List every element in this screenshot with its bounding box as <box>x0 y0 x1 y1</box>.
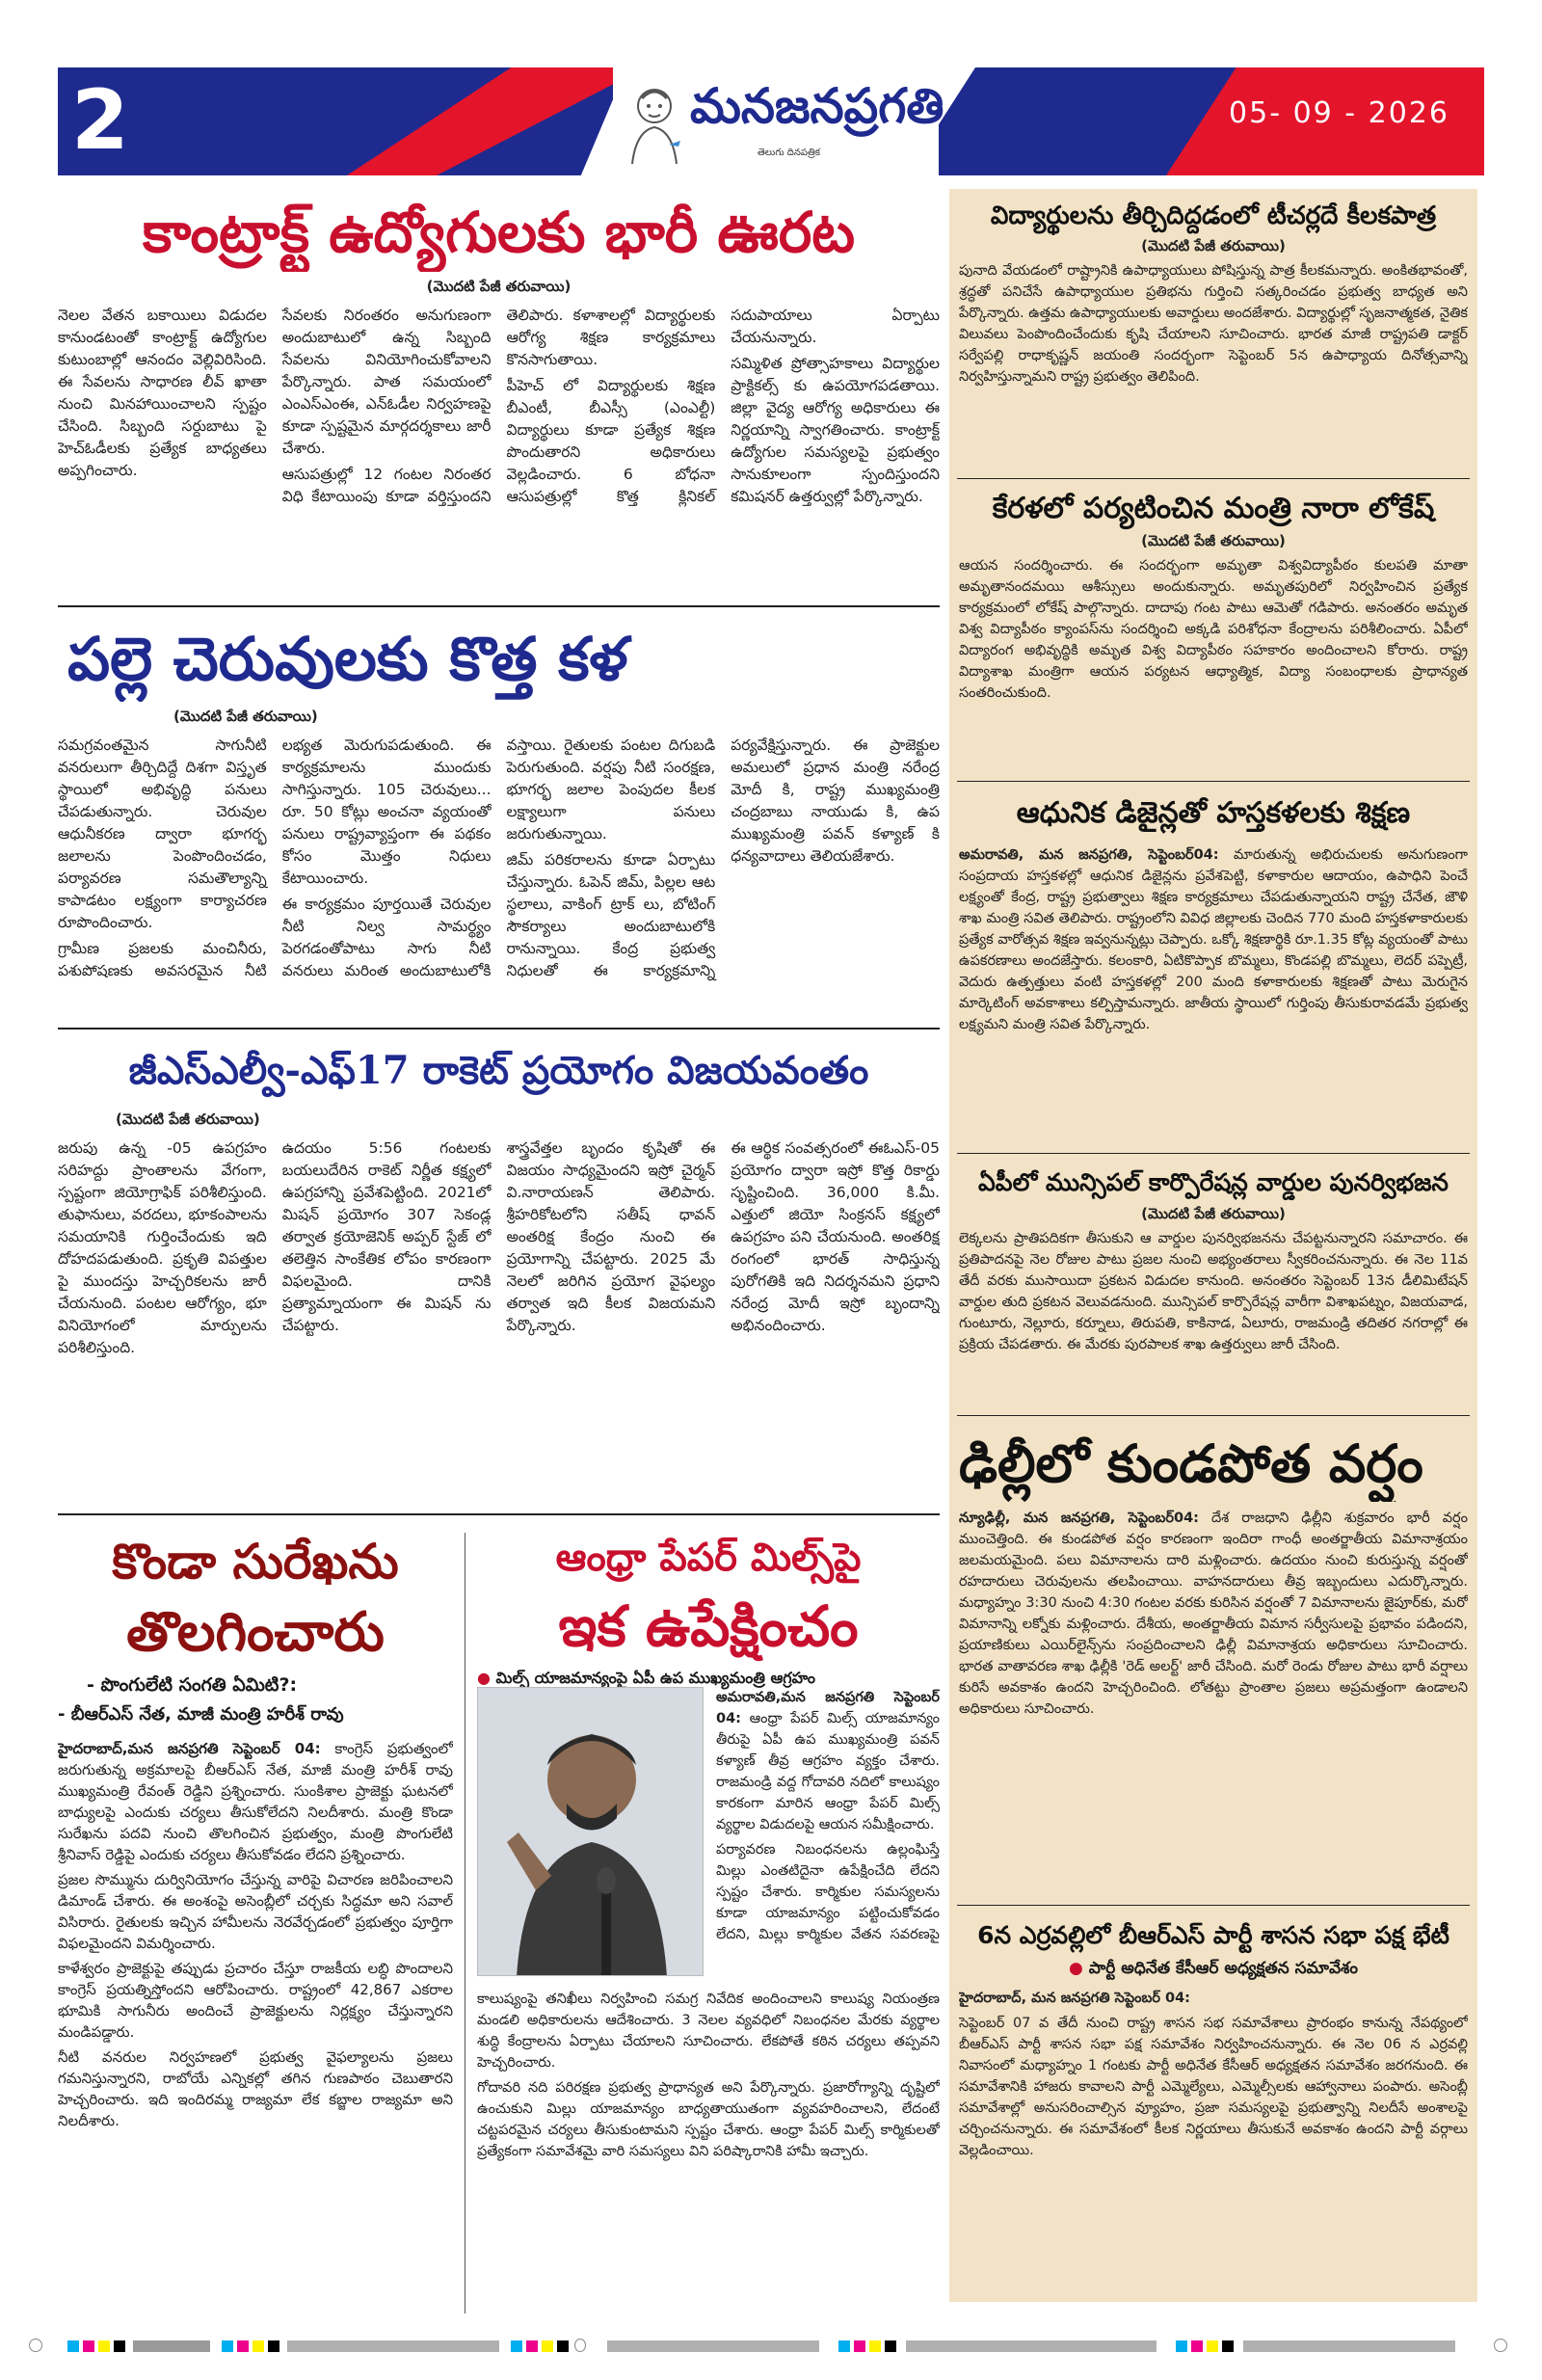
deputy-cm-photo <box>477 1687 704 1976</box>
headline: ఆధునిక డిజైన్లతో హస్తకళలకు శిక్షణ <box>1016 796 1411 830</box>
paragraph: జరుపు ఉన్న -05 ఉపగ్రహం సరిహద్దు ప్రాంతాలను వేగంగా, స్పష్టంగా జియోగ్రాఫిక్ పరిశీలిస్తుంది. తుఫానులు, వరదలు, భూకంపాలను సమయానికి గుర్తించేందుకు ఇది దోహదపడుతుంది. ప్రకృతి విపత్తుల పై ముందస్తు హెచ్చరికలను జారీ చేయనుంది. పంటల ఆరోగ్యం, భూ వినియోగంలో మార్పులను పరిశీలిస్తుంది. <box>58 1139 267 1356</box>
headline-line-1: కొండా సురేఖను <box>112 1533 399 1590</box>
grey-swatch <box>607 2340 819 2352</box>
story-delhi-rain <box>959 1425 1468 1965</box>
grey-swatch <box>1243 2340 1455 2352</box>
paragraph: ఆసుపత్రుల్లో 12 గంటల నిరంతర విధి కేటాయింపు కూడా వర్తిస్తుందని తెలిపారు. కళాశాలల్లో విద్యార్థులకు ఆరోగ్య శిక్షణ కార్యక్రమాలు కొనసాగుతాయి. <box>281 307 716 505</box>
dateline: అమరావతి, మన జనప్రగతి, సెప్టెంబర్04: <box>959 847 1219 863</box>
yellow-swatch <box>253 2340 264 2352</box>
yellow-swatch <box>869 2340 881 2352</box>
section-divider <box>957 1415 1470 1416</box>
yellow-swatch <box>98 2340 110 2352</box>
yellow-swatch <box>1207 2340 1218 2352</box>
dateline: న్యూఢిల్లీ, మన జనప్రగతి, సెప్టెంబర్04: <box>959 1511 1199 1526</box>
paper-name: మనజనప్రగతి <box>690 77 944 134</box>
dateline: అమరావతి,మన జనప్రగతి సెప్టెంబర్ 04: <box>716 1690 940 1726</box>
headline: విద్యార్థులను తీర్చిదిద్దడంలో టీచర్లదే కీలకపాత్ర <box>990 201 1437 230</box>
section-divider <box>957 478 1470 479</box>
subhead: ● మిల్స్ యాజమాన్యంపై ఏపీ ఉప ముఖ్యమంత్రి ఆగ్రహం <box>477 1669 816 1687</box>
black-swatch <box>557 2340 569 2352</box>
section-divider <box>957 1153 1470 1154</box>
paragraph: కాళేశ్వరం ప్రాజెక్టుపై తప్పుడు ప్రచారం చేస్తూ రాజకీయ లబ్ధి పొందాలని కాంగ్రెస్ ప్రయత్నిస్తోందని ఆరోపించారు. రాష్ట్రంలో 42,867 ఎకరాల భూమికి సాగునీరు అందించే ప్రాజెక్టులను నిర్లక్ష్యం చేస్తున్నారని మండిపడ్డారు. <box>58 1960 453 2041</box>
speaker-photo-icon <box>478 1688 704 1976</box>
paragraph: సమ్మిళిత ప్రోత్సాహకాలు విద్యార్థుల ప్రాక్టికల్స్ కు ఉపయోగపడతాయి. జిల్లా వైద్య ఆరోగ్య అధికారులు ఈ నిర్ణయాన్ని స్వాగతించారు. కాంట్రాక్ట్ ఉద్యోగుల సమస్యలపై ప్రభుత్వం సానుకూలంగా స్పందిస్తుందని కమిషనర్ ఉత్తర్వుల్లో పేర్కొన్నారు. <box>731 355 940 505</box>
section-divider <box>58 605 940 607</box>
story-body <box>58 1137 940 1500</box>
headline-line-1: ఆంధ్రా పేపర్ మిల్స్‌పై <box>555 1535 862 1580</box>
black-swatch <box>268 2340 279 2352</box>
section-divider <box>957 1905 1470 1906</box>
paragraph: ఈ కార్యక్రమం పూర్తయితే చెరువుల నీటి నిల్వ సామర్థ్యం పెరగడంతోపాటు సాగు నీటి వనరులు మరింత అందుబాటులోకి వస్తాయి. రైతులకు పంటల దిగుబడి పెరుగుతుంది. వర్షపు నీటి సంరక్షణ, భూగర్భ జలాల పెంపుదల కీలక లక్ష్యాలుగా పనులు జరుగుతున్నాయి. <box>281 736 716 979</box>
headline: కాంట్రాక్ట్ ఉద్యోగులకు భారీ ఊరట <box>142 200 856 265</box>
paragraph: జిమ్ పరికరాలను కూడా ఏర్పాటు చేస్తున్నారు. ఓపెన్ జిమ్, పిల్లల ఆట స్థలాలు, వాకింగ్ ట్రాక్ లు, బోటింగ్ సౌకర్యాలు అందుబాటులోకి రానున్నాయి. కేంద్ర ప్రభుత్వ నిధులతో ఈ కార్యక్రమాన్ని పర్యవేక్షిస్తున్నారు. ఈ ప్రాజెక్టుల అమలులో ప్రధాన మంత్రి నరేంద్ర మోదీ కి, రాష్ట్ర ముఖ్యమంత్రి చంద్రబాబు నాయుడు కి, ఉప ముఖ్యమంత్రి పవన్ కళ్యాణ్ కి ధన్యవాదాలు తెలియజేశారు. <box>506 736 940 979</box>
grey-swatch <box>906 2340 1156 2352</box>
paragraph: శాస్త్రవేత్తల బృందం కృషితో ఈ విజయం సాధ్యమైందని ఇస్రో చైర్మన్ వి.నారాయణన్ తెలిపారు. శ్రీహరికోటలోని సతీష్ ధావన్ అంతరిక్ష కేంద్రం నుంచి ఈ ప్రయోగాన్ని చేపట్టారు. 2025 మే నెలలో జరిగిన ప్రయోగ వైఫల్యం తర్వాత ఇది కీలక విజయమని పేర్కొన్నారు. <box>506 1139 716 1334</box>
headline: జీఎస్ఎల్వీ-ఎఫ్17 రాకెట్ ప్రయోగం విజయవంతం <box>128 1048 869 1093</box>
continued-note: (మొదటి పేజీ తరువాయి) <box>426 278 572 295</box>
crosshair-icon <box>29 2339 42 2352</box>
continued-note: (మొదటి పేజీ తరువాయి) <box>116 1110 260 1128</box>
yellow-swatch <box>542 2340 553 2352</box>
cyan-swatch <box>222 2340 233 2352</box>
continued-note: (మొదటి పేజీ తరువాయి) <box>173 708 318 725</box>
story-andhra-paper-mills <box>477 1528 940 2318</box>
black-swatch <box>885 2340 896 2352</box>
paragraph: ఈ ఆర్థిక సంవత్సరంలో ఈఓఎస్-05 ప్రయోగం ద్వారా ఇస్రో కొత్త రికార్డు సృష్టించింది. 36,000 కి.మీ. ఎత్తులో జియో సింక్రనస్ కక్ష్యలో ఉపగ్రహం పని చేయనుంది. అంతరిక్ష రంగంలో భారత్ సాధిస్తున్న పురోగతికి ఇది నిదర్శనమని ప్రధాని నరేంద్ర మోదీ ఇస్రో బృందాన్ని అభినందించారు. <box>731 1139 940 1334</box>
story-body <box>477 1989 940 2316</box>
paragraph: ఉదయం 5:56 గంటలకు బయలుదేరిన రాకెట్ నిర్ణీత కక్ష్యలో ఉపగ్రహాన్ని ప్రవేశపెట్టింది. 2021లో మిషన్ ప్రయోగం 307 సెకండ్ల తర్వాత క్రయోజెనిక్ అప్పర్ స్టేజ్ లో తలెత్తిన సాంకేతిక లోపం కారణంగా విఫలమైంది. దానికి ప్రత్యామ్నాయంగా ఈ మిషన్ ను చేపట్టారు. <box>281 1139 492 1334</box>
paragraph: హైదరాబాద్,మన జనప్రగతి సెప్టెంబర్ 04: కాంగ్రెస్ ప్రభుత్వంలో జరుగుతున్న అక్రమాలపై బీఆర్ఎస్ నేత, మాజీ మంత్రి హరీశ్ రావు ముఖ్యమంత్రి రేవంత్ రెడ్డిని ప్రశ్నించారు. సుంకిశాల ప్రాజెక్టు ఘటనలో బాధ్యులపై ఎందుకు చర్యలు తీసుకోలేదని నిలదీశారు. మంత్రి కొండా సురేఖను పదవి నుంచి తొలగించిన ప్రభుత్వం, మంత్రి పొంగులేటి శ్రీనివాస్ రెడ్డిపై ఎందుకు చర్యలు తీసుకోవడం లేదని ప్రశ్నించారు. <box>58 1740 453 1863</box>
paragraph: నీటి వనరుల నిర్వహణలో ప్రభుత్వ వైఫల్యాలను ప్రజలు గమనిస్తున్నారని, రాబోయే ఎన్నికల్లో తగిన గుణపాఠం చెబుతారని హెచ్చరించారు. ఇది ఇందిరమ్మ రాజ్యమా లేక కబ్జాల రాజ్యమా అని నిలదీశారు. <box>58 2048 453 2129</box>
cyan-swatch <box>67 2340 79 2352</box>
story-village-lakes <box>58 617 940 1020</box>
bullet-icon: ● <box>477 1669 491 1687</box>
section-divider <box>58 1513 940 1515</box>
paragraph: సేవలకు నిరంతరం అనుగుణంగా అందుబాటులో ఉన్న సిబ్బంది సేవలను వినియోగించుకోవాలని పేర్కొన్నారు. పాత సమయంలో ఎంఎస్ఎంఈ, ఎన్ఓడీల నిర్వహణపై కూడా స్పష్టమైన మార్గదర్శకాలు జారీ చేశారు. <box>281 307 492 457</box>
headline: ఢిల్లీలో కుండపోత వర్షం <box>959 1432 1423 1494</box>
story-body-beside-photo <box>716 1687 940 1976</box>
paragraph: గోదావరి నది పరిరక్షణ ప్రభుత్వ ప్రాధాన్యత అని పేర్కొన్నారు. ప్రజారోగ్యాన్ని దృష్టిలో ఉంచుకుని మిల్లు యాజమాన్యం బాధ్యతాయుతంగా వ్యవహరించాలని, లేదంటే చట్టపరమైన చర్యలు తీసుకుంటామని స్పష్టం చేశారు. ఆంధ్రా పేపర్ మిల్స్ కార్మికులతో ప్రత్యేకంగా సమావేశమై వారి సమస్యలు విని పరిష్కారానికి హామీ ఇచ్చారు. <box>477 2080 940 2159</box>
story-lokesh-kerala <box>959 488 1468 777</box>
cyan-swatch <box>838 2340 850 2352</box>
paragraph: నెలల వేతన బకాయిలు విడుదల కానుండటంతో కాంట్రాక్ట్ ఉద్యోగుల కుటుంబాల్లో ఆనందం వెల్లివిరిసింది. ఈ సేవలను సాధారణ లీవ్ ఖాతా నుంచి మినహాయించాలని స్పష్టం చేసింది. సిబ్బంది సర్దుబాటు పై హెచ్ఓడీలకు ప్రత్యేక బాధ్యతలు అప్పగించారు. <box>58 307 267 479</box>
magenta-swatch <box>854 2340 865 2352</box>
crosshair-icon <box>574 2339 586 2352</box>
dateline: హైదరాబాద్, మన జనప్రగతి సెప్టెంబర్ 04: <box>959 1991 1190 2006</box>
headline: పల్లె చెరువులకు కొత్త కళ <box>67 624 628 694</box>
story-body: ఆయన సందర్శించారు. ఈ సందర్భంగా అమృతా విశ్వవిద్యాపీఠం కులపతి మాతా అమృతానందమయి ఆశీస్సులు అందుకున్నారు. అమృతపురిలో నిర్వహించిన ప్రత్యేక కార్యక్రమంలో లోకేష్ పాల్గొన్నారు. దాదాపు గంట పాటు ఆమెతో గడిపారు. అనంతరం అమృత విశ్వ విద్యాపీఠం క్యాంపస్‌ను సందర్శించి అక్కడి పరిశోధనా కేంద్రాలను పరిశీలించారు. ఏపీలో విద్యారంగ అభివృద్ధికి అమృత విశ్వ విద్యాపీఠం సహకారం అందించాలని కోరారు. రాష్ట్ర విద్యాశాఖ మంత్రిగా ఆయన పర్యటన ఆధ్యాత్మిక, విద్యా సంబంధాలకు ప్రాధాన్యత సంతరించుకుంది. <box>959 558 1468 701</box>
subhead: - పొంగులేటి సంగతి ఏమిటి?: <box>87 1674 298 1696</box>
print-registration-strip <box>29 2337 1513 2354</box>
story-body <box>58 1738 453 2135</box>
story-contract-employees <box>58 193 940 598</box>
cyan-swatch <box>511 2340 522 2352</box>
story-body <box>58 305 940 594</box>
section-divider <box>957 781 1470 782</box>
magenta-swatch <box>1191 2340 1203 2352</box>
magenta-swatch <box>83 2340 94 2352</box>
dateline: హైదరాబాద్,మన జనప్రగతి సెప్టెంబర్ 04: <box>58 1740 321 1757</box>
right-sidebar <box>949 189 1477 2302</box>
leader-portrait-icon <box>625 77 684 166</box>
magenta-swatch <box>526 2340 538 2352</box>
grey-swatch <box>133 2340 210 2352</box>
subhead: - బీఆర్ఎస్ నేత, మాజీ మంత్రి హరీశ్ రావు <box>58 1704 344 1725</box>
subhead: ● పార్టీ అధినేత కేసీఆర్ అధ్యక్షతన సమావేశం <box>1069 1959 1358 1978</box>
headline: 6న ఎర్రవల్లిలో బీఆర్ఎస్ పార్టీ శాసన సభా పక్ష భేటీ <box>977 1921 1449 1949</box>
paragraph: సమగ్రవంతమైన సాగునీటి వనరులుగా తీర్చిదిద్దే దిశగా విస్తృత స్థాయిలో అభివృద్ధి పనులు చేపడుతున్నారు. చెరువుల ఆధునీకరణ ద్వారా భూగర్భ జలాలను పెంపొందించడం, పర్యావరణ సమతౌల్యాన్ని కాపాడటం లక్ష్యంగా కార్యాచరణ రూపొందించారు. <box>58 736 267 931</box>
paper-tagline: తెలుగు దినపత్రిక <box>758 147 821 158</box>
black-swatch <box>1222 2340 1234 2352</box>
paragraph: పర్యావరణ నిబంధనలను ఉల్లంఘిస్తే మిల్లు ఎంతటిదైనా ఉపేక్షించేది లేదని స్పష్టం చేశారు. కార్మికుల సమస్యలను కూడా యాజమాన్యం పట్టించుకోవడం లేదని, మిల్లు కార్మికుల వేతన సవరణపై <box>716 1842 940 1942</box>
masthead <box>58 67 1484 175</box>
paragraph: కాలుష్యంపై తనిఖీలు నిర్వహించి సమగ్ర నివేదిక అందించాలని కాలుష్య నియంత్రణ మండలి అధికారులను ఆదేశించారు. 3 నెలల వ్యవధిలో నిబంధనల మేరకు వ్యర్థాల శుద్ధి కేంద్రాలను ఏర్పాటు చేయాలని సూచించారు. లేకపోతే కఠిన చర్యలు తప్పవని హెచ్చరించారు. <box>477 1992 940 2071</box>
bullet-icon: ● <box>1069 1959 1083 1978</box>
headline-line-2: తొలగించారు <box>126 1600 385 1664</box>
story-ward-delimitation <box>959 1163 1468 1413</box>
cyan-swatch <box>1176 2340 1187 2352</box>
black-swatch <box>114 2340 125 2352</box>
headline-line-2: ఇక ఉపేక్షించం <box>558 1593 859 1659</box>
crosshair-icon <box>1494 2339 1507 2352</box>
magenta-swatch <box>237 2340 249 2352</box>
headline: ఏపీలో మున్సిపల్ కార్పొరేషన్ల వార్డుల పునర్విభజన <box>978 1168 1449 1196</box>
page-number: 2 <box>71 72 129 169</box>
story-brs-legislature-meeting <box>959 1914 1468 2296</box>
section-divider <box>58 1028 940 1030</box>
paragraph: అమరావతి,మన జనప్రగతి సెప్టెంబర్ 04: ఆంధ్రా పేపర్ మిల్స్ యాజమాన్యం తీరుపై ఏపీ ఉప ముఖ్యమంత్రి పవన్ కళ్యాణ్ తీవ్ర ఆగ్రహం వ్యక్తం చేశారు. రాజమండ్రి వద్ద గోదావరి నదిలో కాలుష్యం కారకంగా మారిన ఆంధ్రా పేపర్ మిల్స్ వ్యర్థాల విడుదలపై ఆయన సమీక్షించారు. <box>716 1690 940 1832</box>
story-teachers-role <box>959 197 1468 476</box>
story-body: లెక్కలను ప్రాతిపదికగా తీసుకుని ఆ వార్డుల పునర్విభజనను చేపట్టనున్నారని సమాచారం. ఈ ప్రతిపాదనపై నెల రోజుల పాటు ప్రజల నుంచి అభ్యంతరాలు స్వీకరించనున్నారు. ఈ నెల 11వ తేదీ వరకు ముసాయిదా ప్రకటన విడుదల కానుంది. అనంతరం సెప్టెంబర్ 13న డీలిమిటేషన్ వార్డుల తుది ప్రకటన వెలువడనుంది. మున్సిపల్ కార్పొరేషన్ల వారీగా విశాఖపట్నం, విజయవాడ, గుంటూరు, నెల్లూరు, కర్నూలు, తిరుపతి, కాకినాడ, ఏలూరు, రాజమండ్రి తదితర నగరాల్లో ఈ ప్రక్రియ చేపడతారు. ఈ మేరకు పురపాలక శాఖ ఉత్తర్వులు జారీ చేసింది. <box>959 1231 1468 1352</box>
continued-note: (మొదటి పేజీ తరువాయి) <box>1141 237 1286 254</box>
story-gslv-launch <box>58 1037 940 1500</box>
grey-swatch <box>287 2340 499 2352</box>
story-body <box>58 735 940 1020</box>
story-body: పునాది వేయడంలో రాష్ట్రానికి ఉపాధ్యాయులు పోషిస్తున్న పాత్ర కీలకమన్నారు. అంకితభావంతో, శ్రద్ధతో పనిచేసే ఉపాధ్యాయుల ప్రతిభను గుర్తించి సత్కరించడం ప్రభుత్వ బాధ్యత అని పేర్కొన్నారు. ఉత్తమ ఉపాధ్యాయులకు అవార్డులు అందజేశారు. విద్యార్థుల్లో సృజనాత్మకత, నైతిక విలువలు పెంపొందించేందుకు కృషి చేయాలని సూచించారు. భారత మాజీ రాష్ట్రపతి డాక్టర్ సర్వేపల్లి రాధాకృష్ణన్ జయంతి సందర్భంగా సెప్టెంబర్ 5న ఉపాధ్యాయ దినోత్సవాన్ని నిర్వహిస్తున్నామని రాష్ట్ర ప్రభుత్వం తెలిపింది. <box>959 263 1468 385</box>
paragraph: ప్రజల సొమ్మును దుర్వినియోగం చేస్తున్న వారిపై విచారణ జరిపించాలని డిమాండ్ చేశారు. ఈ అంశంపై అసెంబ్లీలో చర్చకు సిద్ధమా అని సవాల్ విసిరారు. రైతులకు ఇచ్చిన హామీలను నెరవేర్చడంలో ప్రభుత్వం పూర్తిగా విఫలమైందని విమర్శించారు. <box>58 1871 453 1952</box>
story-body: అమరావతి, మన జనప్రగతి, సెప్టెంబర్04: మారుతున్న అభిరుచులకు అనుగుణంగా సంప్రదాయ హస్తకళల్లో ఆధునిక డిజైన్లను ప్రవేశపెట్టి, కళాకారుల ఆదాయం, ఉపాధిని పెంచే లక్ష్యంతో కేంద్ర, రాష్ట్ర ప్రభుత్వాలు శిక్షణ కార్యక్రమాలు చేపడుతున్నాయని రాష్ట్ర చేనేత, జౌళి శాఖ మంత్రి సవిత తెలిపారు. రాష్ట్రంలోని వివిధ జిల్లాలకు చెందిన 770 మంది హస్తకళాకారులకు ప్రత్యేక వారోత్సవ శిక్షణ ఇవ్వనున్నట్లు చెప్పారు. ఒక్కో శిక్షణార్థికి రూ.1.35 కోట్ల వ్యయంతో పాటు ఉపకరణాలు అందజేస్తారు. కలంకారి, ఏటికొప్పాక బొమ్మలు, కొండపల్లి బొమ్మలు, లెదర్ పప్పెట్రీ, వెదురు ఉత్పత్తులు వంటి హస్తకళల్లో 200 మంది కళాకారులకు శిక్షణతో పాటు మెరుగైన మార్కెటింగ్ అవకాశాలు కల్పిస్తామన్నారు. జాతీయ స్థాయిలో గుర్తింపు తీసుకురావడమే ప్రభుత్వ లక్ష్యమని మంత్రి సవిత పేర్కొన్నారు. <box>959 847 1468 1032</box>
headline: కేరళలో పర్యటించిన మంత్రి నారా లోకేష్ <box>992 492 1435 525</box>
story-body: న్యూఢిల్లీ, మన జనప్రగతి, సెప్టెంబర్04: దేశ రాజధాని ఢిల్లీని శుక్రవారం భారీ వర్షం ముంచెత్తింది. ఈ కుండపోత వర్షం కారణంగా ఇందిరా గాంధీ అంతర్జాతీయ విమానాశ్రయం జలమయమైంది. పలు విమానాలను దారి మళ్లించారు. ఉదయం నుంచి కురుస్తున్న వర్షంతో రహదారులు చెరువులను తలపించాయి. వాహనదారులు తీవ్ర ఇబ్బందులు ఎదుర్కొన్నారు. మధ్యాహ్నం 3:30 నుంచి 4:30 గంటల వరకు కురిసిన వర్షంతో 7 విమానాలను జైపూర్‌కు, మరో విమానాన్ని లక్నోకు మళ్లించారు. దేశీయ, అంతర్జాతీయ విమాన సర్వీసులపై ప్రభావం పడిందని, ప్రయాణికులు ఎయిర్‌లైన్స్‌ను సంప్రదించాలని ఢిల్లీ విమానాశ్రయ అధికారులు సూచించారు. భారత వాతావరణ శాఖ ఢిల్లీకి 'రెడ్ అలర్ట్' జారీ చేసింది. మరో రెండు రోజుల పాటు భారీ వర్షాలు కురిసే అవకాశం ఉందని హెచ్చరించింది. లోతట్టు ప్రాంతాల ప్రజలు అప్రమత్తంగా ఉండాలని అధికారులు సూచించారు. <box>959 1511 1468 1717</box>
issue-date: 05- 09 - 2026 <box>1229 96 1449 130</box>
paragraph: పీహెచ్ లో విద్యార్థులకు శిక్షణ బీఎంటీ, బీఎస్సీ (ఎంఎల్టీ) విద్యార్థులు కూడా ప్రత్యేక శిక్షణ పొందుతారని అధికారులు వెల్లడించారు. 6 బోధనా ఆసుపత్రుల్లో కొత్త క్లినికల్ సదుపాయాలు ఏర్పాటు చేయనున్నారు. <box>506 307 940 505</box>
continued-note: (మొదటి పేజీ తరువాయి) <box>1141 1205 1286 1222</box>
story-body: సెప్టెంబర్ 07 వ తేదీ నుంచి రాష్ట్ర శాసన సభ సమావేశాలు ప్రారంభం కానున్న నేపథ్యంలో బీఆర్ఎస్ పార్టీ శాసన సభా పక్ష సమావేశం నిర్వహించనున్నారు. ఈ నెల 06 న ఎర్రవల్లి నివాసంలో మధ్యాహ్నం 1 గంటకు పార్టీ అధినేత కేసీఆర్ అధ్యక్షతన సమావేశం జరగనుంది. ఈ సమావేశానికి హాజరు కావాలని పార్టీ ఎమ్మెల్యేలు, ఎమ్మెల్సీలకు ఆహ్వానాలు పంపారు. అసెంబ్లీ సమావేశాల్లో అనుసరించాల్సిన వ్యూహం, ప్రజా సమస్యలపై ప్రభుత్వాన్ని నిలదీసే అంశాలపై చర్చించనున్నారు. ఈ సమావేశంలో కీలక నిర్ణయాలు తీసుకునే అవకాశం ఉందని పార్టీ వర్గాలు వెల్లడించాయి. <box>959 2016 1468 2158</box>
story-konda-surekha <box>58 1528 453 2318</box>
continued-note: (మొదటి పేజీ తరువాయి) <box>1141 532 1286 549</box>
paper-logo <box>613 67 944 175</box>
paragraph: గ్రామీణ ప్రజలకు మంచినీరు, పశుపోషణకు అవసరమైన నీటి లభ్యత మెరుగుపడుతుంది. ఈ కార్యక్రమాలను ముందుకు సాగిస్తున్నారు. 105 చెరువులు... రూ. 50 కోట్లు అంచనా వ్యయంతో పనులు రాష్ట్రవ్యాప్తంగా ఈ పథకం కోసం మొత్తం నిధులు కేటాయించారు. <box>58 736 492 979</box>
